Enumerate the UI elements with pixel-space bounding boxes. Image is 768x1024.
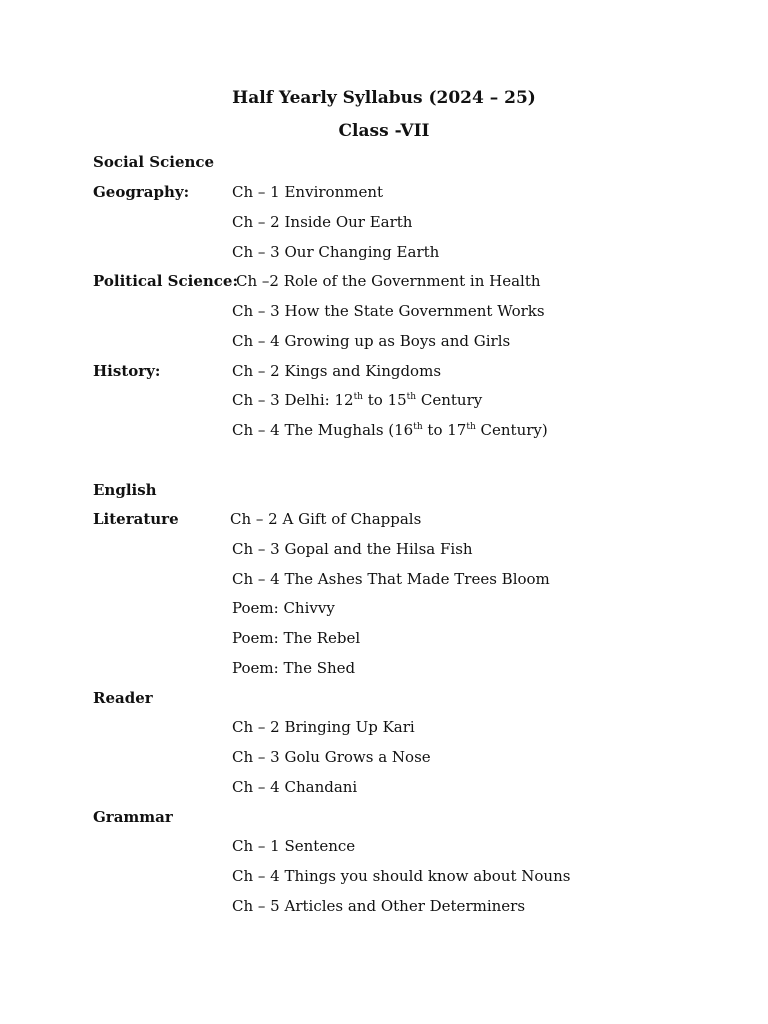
grammar-heading-row xyxy=(0,806,768,828)
chapter-entry: Ch – 3 How the State Government Works xyxy=(232,302,545,320)
chapter-entry: Ch – 4 The Mughals (16th to 17th Century) xyxy=(232,421,548,439)
reader-row-1 xyxy=(0,716,768,738)
literature-row-5 xyxy=(0,627,768,649)
literature-row-1 xyxy=(0,508,768,530)
chapter-entry: Ch – 3 Gopal and the Hilsa Fish xyxy=(232,540,473,558)
literature-row-3 xyxy=(0,568,768,590)
class-title: Class -VII xyxy=(338,121,430,141)
section-english xyxy=(0,479,768,501)
chapter-entry: Ch – 5 Articles and Other Determiners xyxy=(232,897,526,915)
page-title: Half Yearly Syllabus (2024 – 25) xyxy=(232,88,536,108)
literature-row-2 xyxy=(0,538,768,560)
grammar-row-3 xyxy=(0,895,768,917)
poem-entry: Poem: Chivvy xyxy=(232,599,335,617)
history-row-2 xyxy=(0,389,768,411)
history-row-3 xyxy=(0,419,768,441)
chapter-entry: Ch – 2 A Gift of Chappals xyxy=(230,510,422,528)
political-science-row-3 xyxy=(0,330,768,352)
political-science-row-1 xyxy=(0,270,768,292)
poem-entry: Poem: The Rebel xyxy=(232,629,361,647)
poem-entry: Poem: The Shed xyxy=(232,659,356,677)
subject-label-grammar: Grammar xyxy=(93,808,173,826)
political-science-row-2 xyxy=(0,300,768,322)
grammar-row-2 xyxy=(0,865,768,887)
chapter-entry: Ch – 3 Our Changing Earth xyxy=(232,243,440,261)
geography-row-3 xyxy=(0,241,768,263)
grammar-row-1 xyxy=(0,835,768,857)
reader-row-2 xyxy=(0,746,768,768)
subject-label-political-science: Political Science: xyxy=(93,272,239,290)
reader-row-3 xyxy=(0,776,768,798)
reader-heading-row xyxy=(0,687,768,709)
chapter-entry: Ch – 3 Golu Grows a Nose xyxy=(232,748,431,766)
subject-label-literature: Literature xyxy=(93,510,179,528)
chapter-entry: Ch – 1 Environment xyxy=(232,183,384,201)
subject-label-history: History: xyxy=(93,362,161,380)
subject-label-reader: Reader xyxy=(93,689,153,707)
literature-row-6 xyxy=(0,657,768,679)
chapter-entry: Ch – 4 Chandani xyxy=(232,778,358,796)
chapter-entry: Ch – 1 Sentence xyxy=(232,837,356,855)
geography-row-2 xyxy=(0,211,768,233)
section-heading: Social Science xyxy=(93,153,215,171)
chapter-entry: Ch – 4 Growing up as Boys and Girls xyxy=(232,332,511,350)
literature-row-4 xyxy=(0,597,768,619)
chapter-entry: Ch – 4 The Ashes That Made Trees Bloom xyxy=(232,570,550,588)
chapter-entry: Ch – 3 Delhi: 12th to 15th Century xyxy=(232,391,483,409)
geography-row-1 xyxy=(0,181,768,203)
chapter-entry: Ch – 2 Bringing Up Kari xyxy=(232,718,415,736)
subject-label-geography: Geography: xyxy=(93,183,190,201)
chapter-entry: Ch – 4 Things you should know about Nouns xyxy=(232,867,571,885)
history-row-1 xyxy=(0,360,768,382)
chapter-entry: Ch – 2 Inside Our Earth xyxy=(232,213,413,231)
section-social-science xyxy=(0,151,768,173)
chapter-entry: Ch – 2 Kings and Kingdoms xyxy=(232,362,442,380)
section-heading: English xyxy=(93,481,157,499)
chapter-entry: Ch –2 Role of the Government in Health xyxy=(236,272,541,290)
